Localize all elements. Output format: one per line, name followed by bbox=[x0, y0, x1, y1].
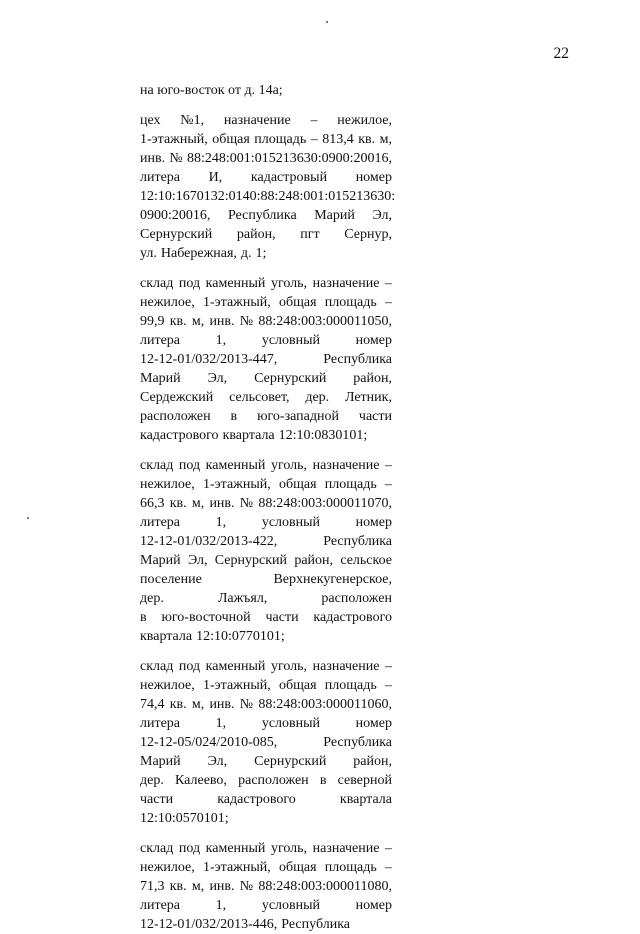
word: № bbox=[239, 879, 254, 894]
word: квартала bbox=[140, 629, 193, 644]
word: Калеево, bbox=[175, 773, 227, 788]
word: Летник, bbox=[344, 390, 392, 405]
word: площадь bbox=[324, 295, 377, 310]
text-line bbox=[140, 111, 392, 130]
word: 88:248:001:015213630:0900:20016, bbox=[187, 151, 392, 166]
word: – bbox=[385, 276, 392, 291]
word: под bbox=[178, 659, 201, 674]
text-line bbox=[140, 733, 392, 752]
page-number: 22 bbox=[553, 45, 569, 62]
text-line bbox=[140, 809, 392, 828]
word: м, bbox=[191, 314, 205, 329]
word: части bbox=[358, 409, 392, 424]
word: 71,3 bbox=[140, 879, 165, 894]
word: – bbox=[310, 132, 318, 147]
word: склад bbox=[140, 276, 174, 291]
text-line bbox=[140, 149, 392, 168]
word: кв. bbox=[169, 496, 187, 511]
document-body bbox=[140, 81, 396, 934]
word: общая bbox=[278, 477, 317, 492]
word: – bbox=[384, 295, 392, 310]
word: общая bbox=[278, 295, 317, 310]
word: Республика bbox=[323, 735, 392, 750]
word: в bbox=[230, 409, 238, 424]
text-line bbox=[140, 752, 392, 771]
word: Марий bbox=[140, 371, 181, 386]
word: Республика bbox=[323, 352, 392, 367]
word: 74,4 bbox=[140, 697, 165, 712]
text-line bbox=[140, 551, 392, 570]
word: уголь, bbox=[270, 458, 308, 473]
word: Сернурский bbox=[254, 371, 327, 386]
text-line bbox=[140, 81, 392, 100]
word: 88:248:003:000011060, bbox=[258, 697, 392, 712]
word: И, bbox=[208, 170, 223, 185]
word: 99,9 bbox=[140, 314, 165, 329]
word: уголь, bbox=[270, 659, 308, 674]
word: кв. bbox=[169, 314, 187, 329]
word: назначение bbox=[312, 841, 380, 856]
word: квартала bbox=[222, 428, 275, 443]
word: 66,3 bbox=[140, 496, 165, 511]
word: Эл, bbox=[207, 754, 228, 769]
text-line bbox=[140, 206, 392, 225]
word: условный bbox=[261, 898, 321, 913]
word: дер. bbox=[305, 390, 330, 405]
word: склад bbox=[140, 659, 174, 674]
text-line bbox=[140, 456, 392, 475]
word: в bbox=[140, 610, 147, 625]
word: 1-этажный, bbox=[202, 678, 271, 693]
word: Марий bbox=[140, 754, 181, 769]
word: 1; bbox=[255, 246, 267, 261]
word: – bbox=[310, 113, 318, 128]
text-line bbox=[140, 627, 392, 646]
paragraph bbox=[140, 274, 392, 445]
word: нежилое, bbox=[140, 678, 195, 693]
text-line bbox=[140, 388, 392, 407]
word: назначение bbox=[312, 458, 380, 473]
word: поселение bbox=[140, 572, 202, 587]
word: – bbox=[384, 477, 392, 492]
word: условный bbox=[261, 716, 321, 731]
word: каменный bbox=[205, 659, 266, 674]
word: Республика bbox=[281, 917, 351, 932]
word: площадь bbox=[254, 132, 307, 147]
word: литера bbox=[140, 333, 181, 348]
word: инв. bbox=[140, 151, 166, 166]
word: инв. bbox=[209, 496, 235, 511]
word: 88:248:003:000011070, bbox=[258, 496, 392, 511]
word: сельское bbox=[340, 553, 392, 568]
word: Эл, bbox=[372, 208, 392, 223]
word: кадастрового bbox=[313, 610, 392, 625]
text-line bbox=[140, 225, 392, 244]
word: части bbox=[140, 792, 174, 807]
word: 12-12-01/032/2013-447, bbox=[140, 352, 278, 367]
scan-speck bbox=[27, 517, 29, 519]
word: кадастрового bbox=[217, 792, 296, 807]
word: номер bbox=[355, 333, 392, 348]
word: район, bbox=[236, 227, 276, 242]
word: дер. bbox=[140, 773, 164, 788]
word: 88:248:003:000011050, bbox=[258, 314, 392, 329]
text-line bbox=[140, 312, 392, 331]
text-line bbox=[140, 130, 392, 149]
word: кв. bbox=[169, 879, 187, 894]
text-line bbox=[140, 695, 392, 714]
word: литера bbox=[140, 170, 181, 185]
word: – bbox=[385, 458, 392, 473]
word: номер bbox=[355, 515, 392, 530]
word: под bbox=[178, 276, 201, 291]
word: м, bbox=[191, 496, 205, 511]
word: уголь, bbox=[270, 276, 308, 291]
text-line bbox=[140, 589, 392, 608]
word: 12:10:0770101; bbox=[196, 629, 285, 644]
word: м, bbox=[191, 697, 205, 712]
text-line bbox=[140, 369, 392, 388]
paragraph bbox=[140, 839, 392, 934]
scan-speck bbox=[326, 21, 328, 23]
word: квартала bbox=[339, 792, 392, 807]
text-line bbox=[140, 494, 392, 513]
word: северной bbox=[337, 773, 392, 788]
word: 1-этажный, bbox=[140, 132, 208, 147]
word: Лажъял, bbox=[217, 591, 268, 606]
word: площадь bbox=[324, 477, 377, 492]
word: юго-восточной bbox=[161, 610, 251, 625]
word: 1, bbox=[215, 333, 227, 348]
word: расположен bbox=[140, 409, 211, 424]
text-line bbox=[140, 714, 392, 733]
text-line bbox=[140, 293, 392, 312]
word: общая bbox=[212, 132, 250, 147]
word: части bbox=[265, 610, 299, 625]
text-line bbox=[140, 858, 392, 877]
word: нежилое, bbox=[140, 477, 195, 492]
word: м, bbox=[191, 879, 205, 894]
word: назначение bbox=[312, 276, 380, 291]
word: № bbox=[239, 496, 254, 511]
word: м, bbox=[379, 132, 392, 147]
word: 1, bbox=[215, 515, 227, 530]
paragraph bbox=[140, 81, 392, 100]
text-line bbox=[140, 513, 392, 532]
word: район, bbox=[294, 553, 334, 568]
word: Верхнекугенерское, bbox=[273, 572, 392, 587]
word: общая bbox=[278, 860, 317, 875]
word: номер bbox=[355, 170, 392, 185]
word: 1, bbox=[215, 898, 227, 913]
word: номер bbox=[355, 898, 392, 913]
text-line bbox=[140, 331, 392, 350]
word: склад bbox=[140, 841, 174, 856]
word: назначение bbox=[223, 113, 291, 128]
text-line bbox=[140, 168, 392, 187]
word: каменный bbox=[205, 841, 266, 856]
word: Сернурский bbox=[254, 754, 327, 769]
word: 12:10:1670132:0140:88:248:001:015213630: bbox=[140, 189, 396, 204]
word: 813,4 bbox=[322, 132, 354, 147]
word: сельсовет, bbox=[229, 390, 290, 405]
word: Сернурский bbox=[140, 227, 213, 242]
text-line bbox=[140, 896, 392, 915]
word: – bbox=[385, 841, 392, 856]
word: пгт bbox=[300, 227, 320, 242]
text-line bbox=[140, 407, 392, 426]
word: номер bbox=[355, 716, 392, 731]
word: Эл, bbox=[207, 371, 228, 386]
word: каменный bbox=[205, 276, 266, 291]
word: склад bbox=[140, 458, 174, 473]
word: нежилое, bbox=[337, 113, 392, 128]
word: кв. bbox=[169, 697, 187, 712]
text-line bbox=[140, 187, 396, 206]
text-line bbox=[140, 877, 392, 896]
word: 12-12-05/024/2010-085, bbox=[140, 735, 278, 750]
text-line bbox=[140, 839, 392, 858]
text-line bbox=[140, 570, 392, 589]
word: д. bbox=[240, 246, 252, 261]
word: нежилое, bbox=[140, 860, 195, 875]
word: ул. bbox=[140, 246, 157, 261]
word: Сердежский bbox=[140, 390, 214, 405]
word: условный bbox=[261, 515, 321, 530]
word: № bbox=[239, 314, 254, 329]
word: каменный bbox=[205, 458, 266, 473]
word: Эл, bbox=[187, 553, 208, 568]
text-line bbox=[140, 350, 392, 369]
word: в bbox=[319, 773, 327, 788]
word: литера bbox=[140, 898, 181, 913]
word: – bbox=[384, 860, 392, 875]
word: 1, bbox=[215, 716, 227, 731]
word: Сернур, bbox=[344, 227, 392, 242]
word: 1-этажный, bbox=[202, 860, 271, 875]
word: инв. bbox=[209, 314, 235, 329]
word: кадастрового bbox=[140, 428, 219, 443]
text-line bbox=[140, 790, 392, 809]
word: инв. bbox=[209, 697, 235, 712]
paragraph bbox=[140, 111, 396, 263]
word: условный bbox=[261, 333, 321, 348]
text-line bbox=[140, 676, 392, 695]
word: 1-этажный, bbox=[202, 295, 271, 310]
word: Марий bbox=[314, 208, 355, 223]
word: Набережная, bbox=[160, 246, 237, 261]
word: 12-12-01/032/2013-422, bbox=[140, 534, 278, 549]
word: Сернурский bbox=[214, 553, 288, 568]
word: дер. bbox=[140, 591, 164, 606]
word: литера bbox=[140, 515, 181, 530]
word: 12-12-01/032/2013-446, bbox=[140, 917, 278, 932]
word: под bbox=[178, 458, 201, 473]
word: площадь bbox=[324, 678, 377, 693]
word: цех bbox=[140, 113, 161, 128]
text-line bbox=[140, 657, 392, 676]
word: инв. bbox=[209, 879, 235, 894]
word: уголь, bbox=[270, 841, 308, 856]
word: Республика bbox=[227, 208, 297, 223]
word: 12:10:0830101; bbox=[278, 428, 368, 443]
word: № bbox=[169, 151, 183, 166]
word: – bbox=[385, 659, 392, 674]
word: – bbox=[384, 678, 392, 693]
text-line bbox=[140, 274, 392, 293]
word: литера bbox=[140, 716, 181, 731]
paragraph bbox=[140, 657, 392, 828]
word: №1, bbox=[180, 113, 205, 128]
word: № bbox=[239, 697, 254, 712]
text-line bbox=[140, 475, 392, 494]
word: район, bbox=[353, 754, 392, 769]
text-line bbox=[140, 426, 392, 445]
word: 0900:20016, bbox=[140, 208, 211, 223]
word: назначение bbox=[312, 659, 380, 674]
word: кв. bbox=[358, 132, 376, 147]
word: кадастровый bbox=[250, 170, 328, 185]
word: расположен bbox=[238, 773, 309, 788]
word: под bbox=[178, 841, 201, 856]
word: общая bbox=[278, 678, 317, 693]
word: 1-этажный, bbox=[202, 477, 271, 492]
text-line bbox=[140, 771, 392, 790]
word: район, bbox=[353, 371, 392, 386]
text-line bbox=[140, 532, 392, 551]
word: Марий bbox=[140, 553, 181, 568]
word: Республика bbox=[323, 534, 392, 549]
paragraph bbox=[140, 456, 392, 646]
word: юго-западной bbox=[257, 409, 339, 424]
word: на юго-восток от д. 14а; bbox=[140, 83, 283, 98]
word: площадь bbox=[324, 860, 377, 875]
word: расположен bbox=[321, 591, 392, 606]
text-line bbox=[140, 608, 392, 627]
word: 12:10:0570101; bbox=[140, 811, 229, 826]
word: 88:248:003:000011080, bbox=[258, 879, 392, 894]
word: нежилое, bbox=[140, 295, 195, 310]
text-line bbox=[140, 915, 392, 934]
text-line bbox=[140, 244, 392, 263]
